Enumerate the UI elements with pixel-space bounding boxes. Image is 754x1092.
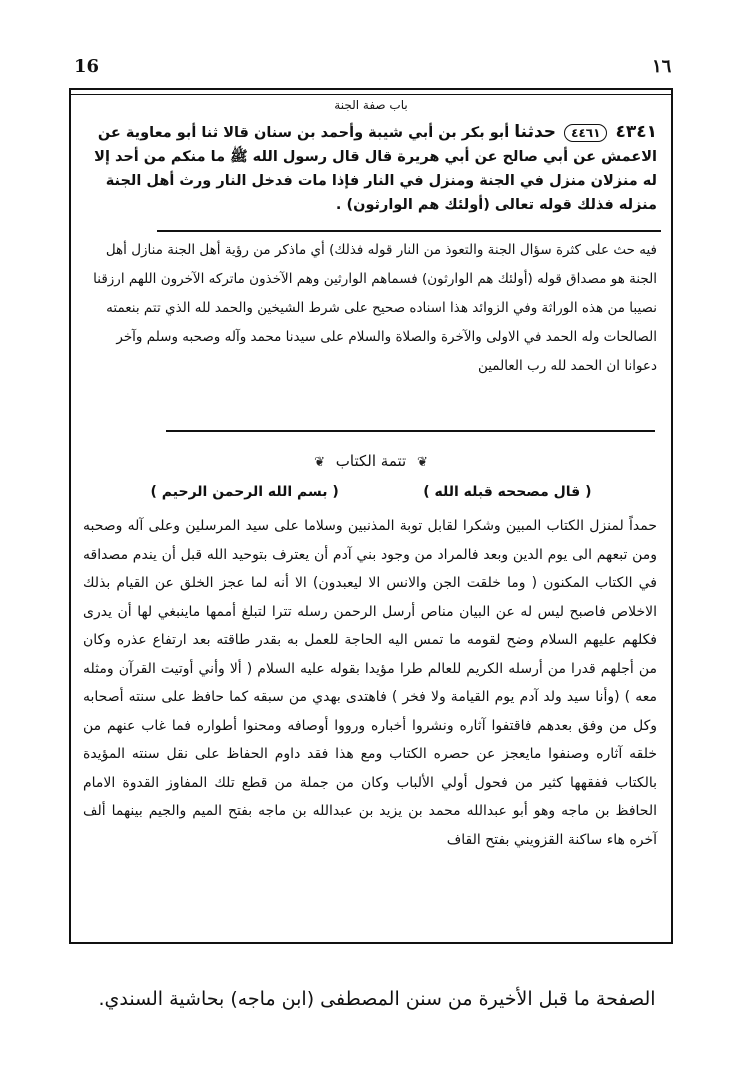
ornament-left-icon: ❦ (314, 455, 325, 470)
section-divider-rule (166, 430, 655, 432)
ornament-right-icon: ❦ (417, 455, 428, 470)
hadith-block (83, 120, 657, 217)
hadith-marker: حدثنا (514, 122, 557, 142)
hadith-badge: ٤٤٦١ (564, 124, 607, 142)
commentary-text: فيه حث على كثرة سؤال الجنة والتعوذ من النار قوله فذلك) أي ماذكر من رؤية أهل الجنة منازل أهل الجنة هو مصداق قوله (أولئك هم الوارثون) فسماهم الوارثين وهم الآخذون ماتركه الآخرون اللهم ارزقنا نصيبا من هذه الوراثة وفي الزوائد هذا اسناده صحيح على شرط الشيخين والحمد لله الذي تتم بنعمته الصالحات وله الحمد في الاولى والآخرة والصلاة والسلام على سيدنا محمد وآله وصحبه وسلم وآخر دعوانا ان الحمد لله رب العالمين (93, 242, 657, 374)
sub-heading-right: ( قال مصححه قبله الله ) (423, 484, 592, 500)
page-number-latin: 16 (74, 56, 100, 77)
chapter-title: باب صفة الجنة (334, 98, 408, 112)
divider-rule (157, 230, 661, 232)
body-text: حمداً لمنزل الكتاب المبين وشكرا لقابل توبة المذنبين وسلاما على سيد المرسلين وعلى آله وصحبه ومن تبعهم الى يوم الدين وبعد فالمراد من وجود بني آدم أن يعترف بتوحيد الله قبل أن يندم مصداقه في الكتاب المكنون ( وما خلقت الجن والانس الا ليعبدون) الا أنه لما عجز الخلق عن القيام بذلك الاخلاص فاصبح ليس له عن البيان مناص أرسل الرحمن رسله تترا لتبلغ أممها ماينبغي لها أن يدرى فكلهم عليهم السلام وضح لقومه ما تمس اليه الحاجة للعمل به بقدر طاقته بعد ارتفاع عذره وكان من أجلهم قدرا من أرسله الكريم للعالم طرا مؤيدا بقوله عليه السلام ( ألا وأني أوتيت القرآن ومثله معه ) (وأنا سيد ولد آدم يوم القيامة ولا فخر ) فاهتدى بهدي من سبقه كما حافظ على سنته أصحابه وكل من وفق بعدهم فاقتفوا آثاره ونشروا أخباره ورووا أوصافه ومحنوا أطواره فما غاب عنهم من خلقه آثاره وصنفوا مايعجز عن حصره الكتاب ومع هذا فقد داوم الحفاظ على نقل سنته المؤيدة بالكتاب ففقهها كثير من فحول أولي الألباب وكان من جملة من قطع تلك المفاوز القدوة الامام الحافظ بن ماجه وهو أبو عبدالله محمد بن يزيد بن عبدالله بن ماجه بفتح الميم والجيم بينهما ألف آخره هاء ساكنة القزويني بفتح القاف (83, 518, 657, 848)
hadith-number: ٤٣٤١ (615, 122, 657, 142)
sub-heading-left: ( بسم الله الرحمن الرحيم ) (150, 484, 339, 500)
page-caption: الصفحة ما قبل الأخيرة من سنن المصطفى (ابن ماجه) بحاشية السندي. (98, 988, 656, 1010)
section-title-text: تتمة الكتاب (335, 452, 407, 470)
frame-top-rule (71, 94, 671, 95)
section-title (71, 452, 671, 470)
sub-heading (71, 484, 671, 500)
page-number-arabic: ١٦ (652, 56, 672, 77)
page-frame (69, 88, 673, 944)
hadith-text: أبو بكر بن أبي شيبة وأحمد بن سنان قالا ثنا أبو معاوية عن الاعمش عن أبي صالح عن أبي هريرة قال قال رسول الله ﷺ ما منكم من أحد إلا له منزلان منزل في الجنة ومنزل في النار فإذا مات فدخل النار ورث أهل الجنة منزله فذلك قوله تعالى (أولئك هم الوارثون) . (94, 125, 657, 213)
